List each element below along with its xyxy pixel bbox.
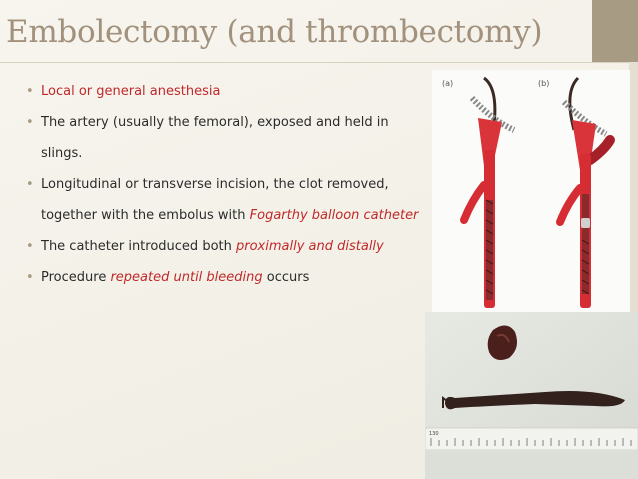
bullet-item — [26, 231, 426, 262]
bullet-text: The artery (usually the femoral), exposed and held in slings. — [41, 115, 389, 161]
bullet-emphasis: repeated until bleeding — [110, 270, 263, 285]
bullet-item — [26, 107, 426, 169]
bullet-dot-icon: • — [26, 239, 34, 254]
figure-label-b: (b) — [538, 79, 550, 88]
ruler — [425, 428, 638, 450]
ruler-label: 130 — [429, 431, 439, 437]
bullet-item — [26, 169, 426, 231]
clot-photograph — [425, 312, 638, 479]
catheter-illustration-a — [464, 78, 514, 308]
title-divider — [0, 62, 638, 63]
bullet-emphasis: proximally and distally — [236, 239, 384, 254]
bullet-text: Procedure — [41, 270, 111, 285]
bullet-text: Local or general anesthesia — [41, 84, 221, 99]
bullet-dot-icon: • — [26, 177, 34, 192]
bullet-item — [26, 76, 426, 107]
title-bar — [0, 0, 592, 62]
corner-accent-block — [592, 0, 638, 62]
catheter-diagram — [432, 70, 630, 312]
bullet-item — [26, 262, 426, 293]
bullet-text: Longitudinal or transverse incision, the clot removed, together with the embolus with — [41, 177, 389, 223]
bullet-text-end: occurs — [262, 270, 310, 285]
figure-label-a: (a) — [442, 79, 454, 88]
catheter-illustration-b — [560, 78, 610, 308]
bullet-dot-icon: • — [26, 270, 34, 285]
slide-title: Embolectomy (and thrombectomy) — [6, 14, 543, 50]
bullet-dot-icon: • — [26, 115, 34, 130]
bullet-text: The catheter introduced both — [41, 239, 236, 254]
bullet-dot-icon: • — [26, 84, 34, 99]
bullet-list — [26, 76, 426, 293]
bullet-emphasis: Fogarthy balloon catheter — [249, 208, 419, 223]
